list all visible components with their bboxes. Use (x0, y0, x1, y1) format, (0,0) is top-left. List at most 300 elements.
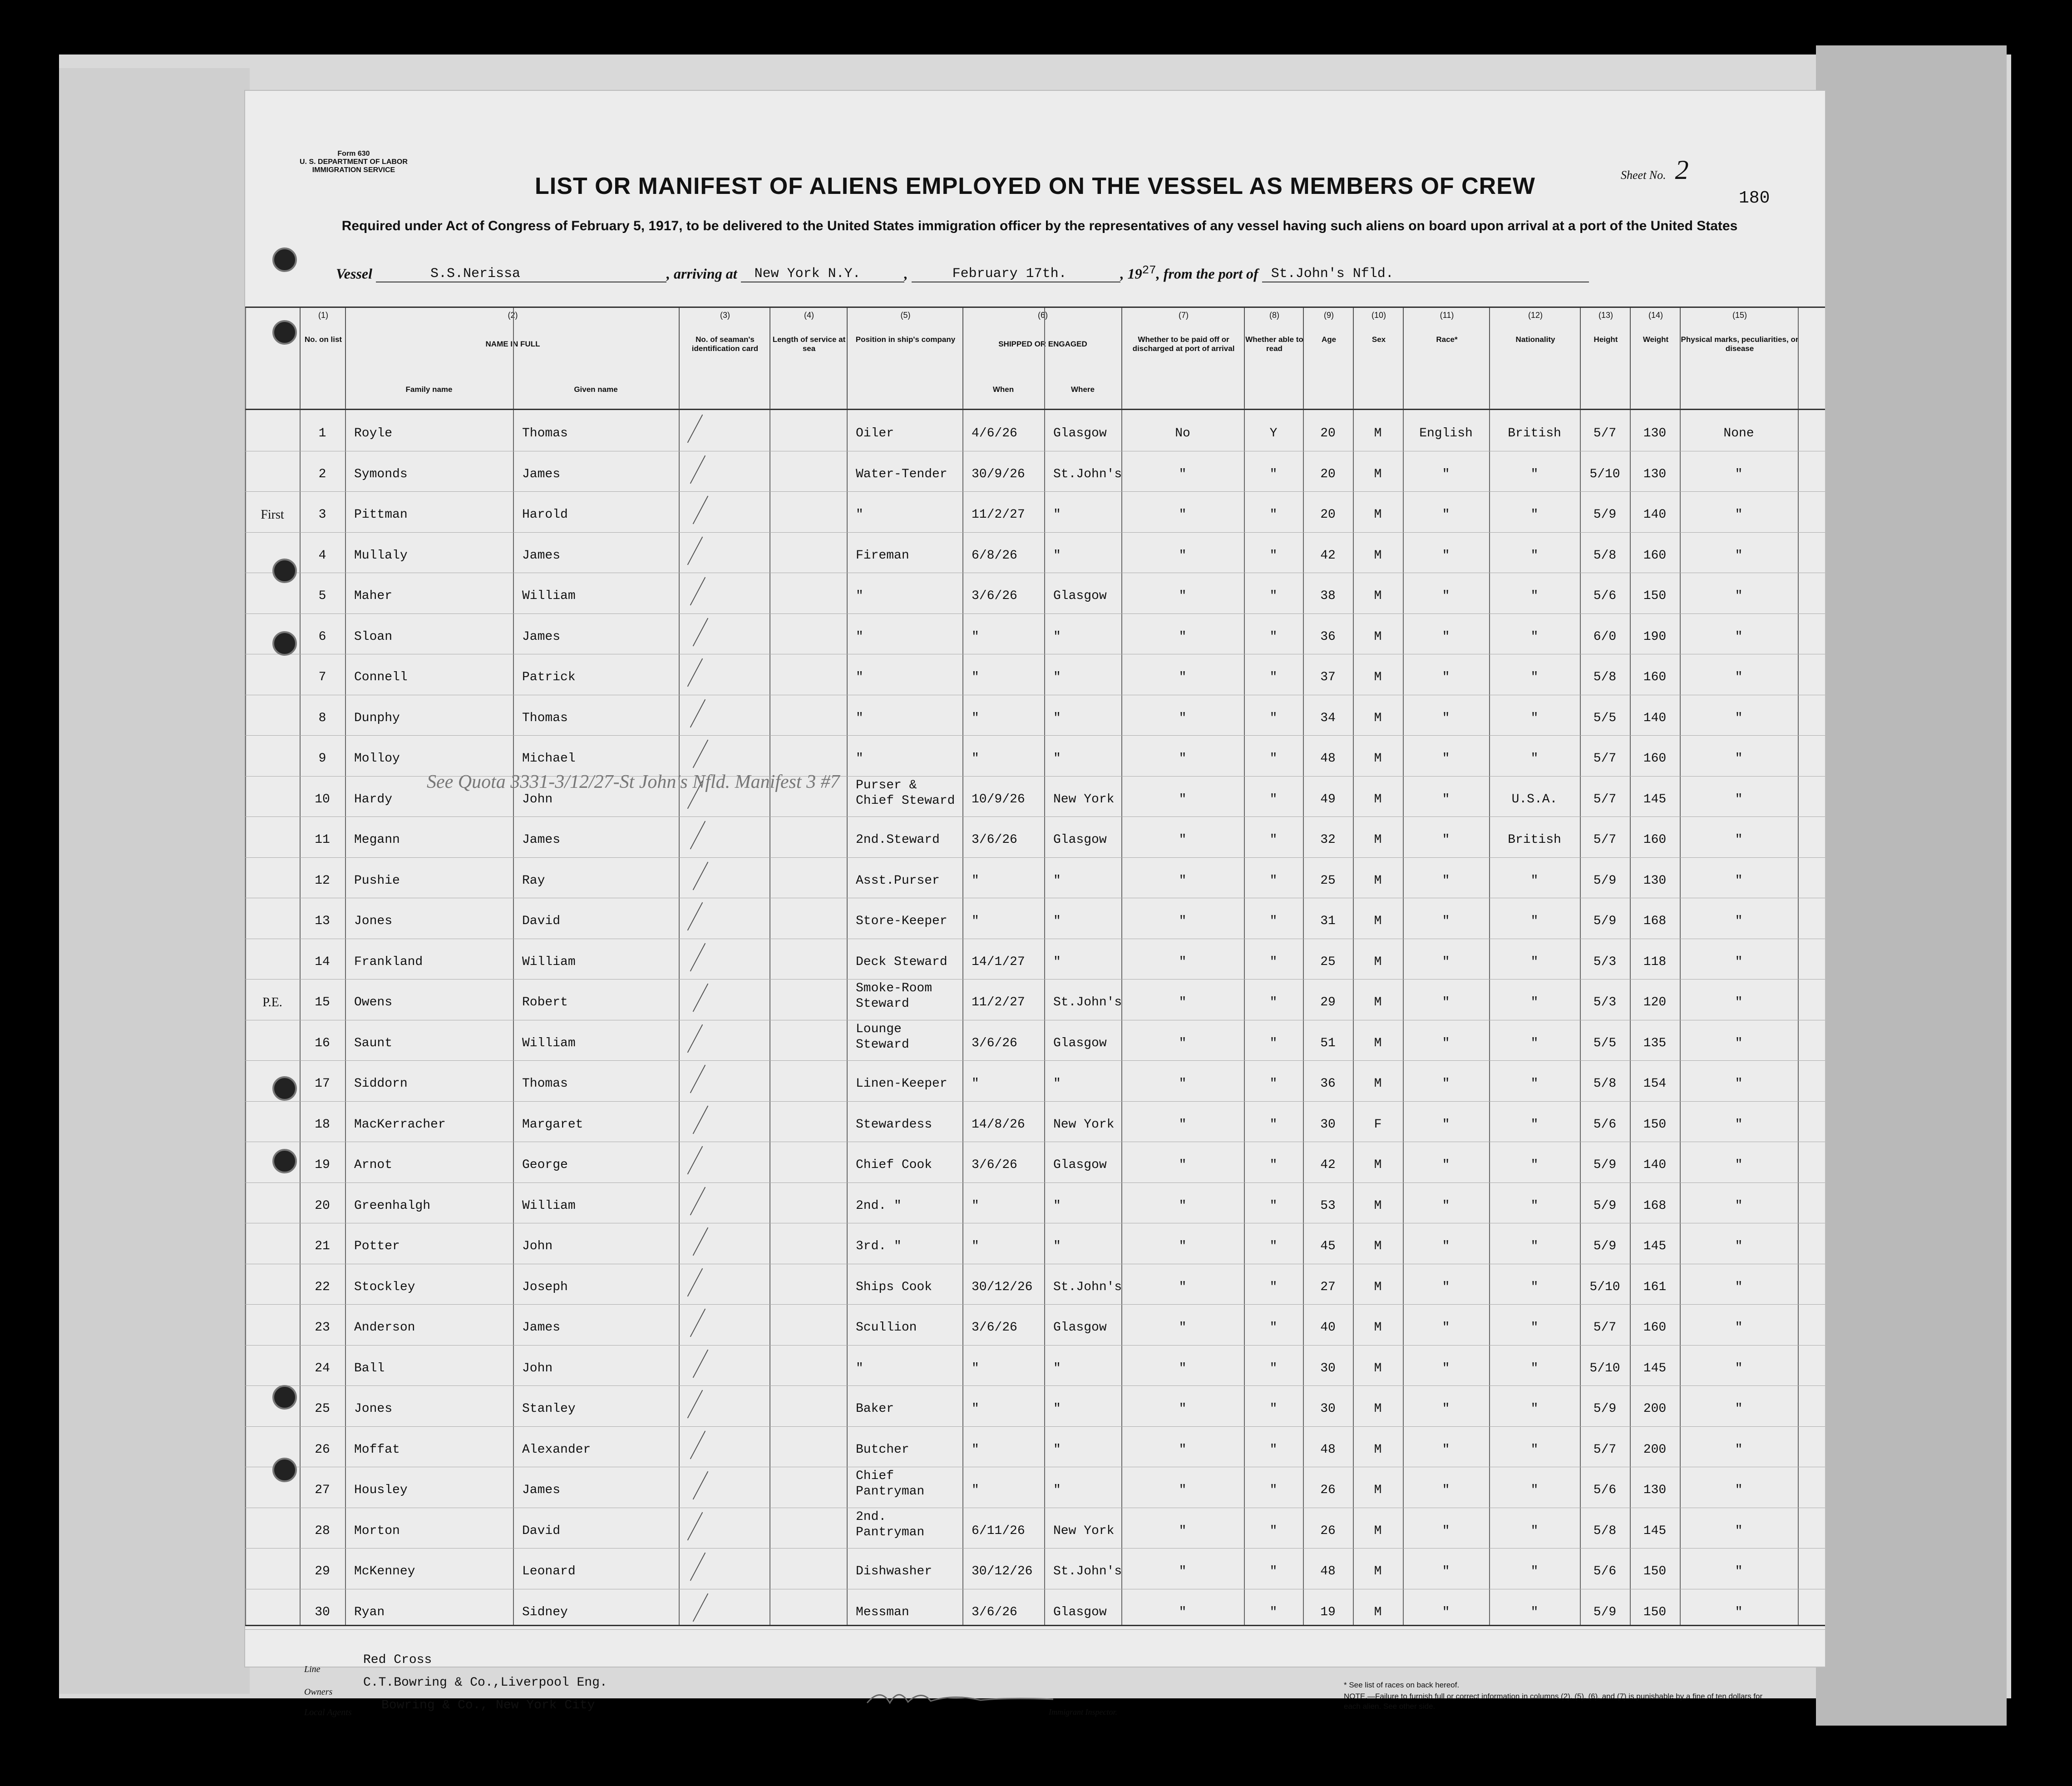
cell-race: " (1442, 629, 1450, 644)
cell-family: Ball (354, 1361, 385, 1375)
cell-race: " (1442, 752, 1450, 766)
table-row (245, 1223, 1825, 1264)
cell-marks: " (1735, 914, 1743, 928)
sheet-value: 2 (1675, 155, 1689, 185)
cell-sex: M (1374, 873, 1382, 888)
cell-paid: " (1179, 1321, 1187, 1335)
cell-no: 1 (318, 426, 326, 440)
cell-height: 5/6 (1593, 1483, 1617, 1497)
cell-age: 27 (1320, 1280, 1336, 1294)
cell-nationality: " (1530, 1483, 1539, 1497)
cell-read: " (1269, 1036, 1278, 1050)
cell-weight: 145 (1643, 1239, 1667, 1253)
cell-no: 3 (318, 508, 326, 522)
cell-when: " (972, 873, 979, 888)
cell-height: 5/9 (1593, 873, 1617, 888)
id-card-check-mark (690, 699, 706, 727)
cell-where: " (1053, 752, 1061, 766)
cell-given: Joseph (522, 1280, 568, 1294)
cell-given: Thomas (522, 426, 568, 440)
table-row (245, 532, 1825, 574)
cell-sex: M (1374, 1036, 1382, 1050)
cell-where: " (1053, 670, 1061, 684)
cell-paid: " (1179, 1361, 1187, 1375)
cell-family: Moffat (354, 1442, 400, 1457)
cell-when: 3/6/26 (972, 589, 1017, 603)
cell-when: 3/6/26 (972, 1605, 1017, 1619)
cell-race: " (1442, 1605, 1450, 1619)
cell-position: Deck Steward (856, 955, 947, 969)
cell-race: " (1442, 873, 1450, 888)
cell-no: 8 (318, 711, 326, 725)
cell-marks: " (1735, 670, 1743, 684)
cell-marks: " (1735, 873, 1743, 888)
cell-age: 19 (1320, 1605, 1336, 1619)
cell-age: 36 (1320, 1077, 1336, 1091)
punch-hole (272, 1385, 297, 1410)
column-header-c13 (1580, 308, 1631, 408)
cell-race: " (1442, 1117, 1450, 1132)
cell-no: 28 (315, 1524, 330, 1538)
column-number: (2) (508, 311, 518, 320)
cell-height: 5/5 (1593, 711, 1617, 725)
cell-read: " (1269, 1321, 1278, 1335)
cell-family: Sloan (354, 629, 393, 644)
table-row (245, 695, 1825, 736)
cell-height: 5/10 (1589, 1280, 1620, 1294)
handwritten-annotation: See Quota 3331-3/12/27-St John's Nfld. Manifest 3 #7 (427, 772, 840, 792)
cell-marks: " (1735, 1036, 1743, 1050)
punch-hole (272, 1076, 297, 1101)
cell-no: 21 (315, 1239, 330, 1253)
cell-given: Sidney (522, 1605, 568, 1619)
cell-marks: " (1735, 629, 1743, 644)
arriving-label: , arriving at (666, 265, 737, 282)
column-title: Race* (1436, 335, 1458, 344)
cell-when: 30/12/26 (972, 1564, 1033, 1578)
cell-no: 26 (315, 1442, 330, 1457)
cell-paid: " (1179, 1402, 1187, 1416)
table-row (245, 857, 1825, 899)
cell-height: 5/10 (1589, 1361, 1620, 1375)
cell-paid: " (1179, 1442, 1187, 1457)
cell-no: 24 (315, 1361, 330, 1375)
table-row (245, 491, 1825, 533)
column-title: Whether to be paid off or discharged at port of arrival (1132, 335, 1235, 353)
cell-no: 10 (315, 792, 330, 806)
owners-value: C.T.Bowring & Co.,Liverpool Eng. (363, 1676, 607, 1690)
cell-read: " (1269, 752, 1278, 766)
table-row (245, 1101, 1825, 1143)
id-card-check-mark (687, 536, 703, 565)
cell-paid: " (1179, 792, 1187, 806)
cell-race: " (1442, 670, 1450, 684)
arrival-port: New York N.Y. (741, 266, 904, 282)
cell-position: Scullion (856, 1321, 917, 1335)
cell-when: 30/12/26 (972, 1280, 1033, 1294)
cell-where: " (1053, 629, 1061, 644)
cell-no: 18 (315, 1117, 330, 1132)
cell-read: " (1269, 1442, 1278, 1457)
column-title: Physical marks, peculiarities, or disease (1681, 335, 1799, 353)
cell-position: Stewardess (856, 1117, 932, 1132)
cell-where: " (1053, 1402, 1061, 1416)
cell-no: 16 (315, 1036, 330, 1050)
cell-given: Stanley (522, 1402, 576, 1416)
cell-sex: M (1374, 1361, 1382, 1375)
arrival-date: February 17th. (912, 266, 1120, 282)
cell-family: Hardy (354, 792, 393, 806)
cell-where: Glasgow (1053, 589, 1107, 603)
crew-table (245, 307, 1825, 1626)
cell-sex: M (1374, 426, 1382, 440)
cell-given: George (522, 1158, 568, 1172)
cell-when: " (972, 752, 979, 766)
cell-family: Siddorn (354, 1077, 408, 1091)
cell-weight: 150 (1643, 1605, 1667, 1619)
cell-position: 2nd. " (856, 1198, 902, 1213)
cell-paid: " (1179, 670, 1187, 684)
cell-height: 5/6 (1593, 1564, 1617, 1578)
cell-family: Ryan (354, 1605, 385, 1619)
agents-label: Local Agents (304, 1707, 352, 1717)
id-card-check-mark (687, 1512, 703, 1540)
sheet-number (1621, 154, 1689, 186)
cell-read: " (1269, 1280, 1278, 1294)
cell-family: Connell (354, 670, 408, 684)
cell-where: Glasgow (1053, 1036, 1107, 1050)
vessel-label: Vessel (336, 265, 372, 282)
cell-read: " (1269, 508, 1278, 522)
cell-race: " (1442, 1564, 1450, 1578)
cell-family: Molloy (354, 752, 400, 766)
cell-position: Water-Tender (856, 467, 947, 481)
cell-position: " (856, 711, 863, 725)
cell-position: 2nd. Pantryman (856, 1509, 925, 1539)
cell-race: " (1442, 1442, 1450, 1457)
cell-weight: 200 (1643, 1402, 1667, 1416)
cell-weight: 150 (1643, 1564, 1667, 1578)
cell-when: 6/11/26 (972, 1524, 1025, 1538)
cell-height: 5/7 (1593, 752, 1617, 766)
cell-sex: M (1374, 1239, 1382, 1253)
table-row (245, 1508, 1825, 1549)
cell-given: William (522, 1198, 576, 1213)
cell-weight: 145 (1643, 1524, 1667, 1538)
cell-weight: 160 (1643, 670, 1667, 684)
cell-age: 37 (1320, 670, 1336, 684)
inspector-label: Immigrant Inspector. (1049, 1707, 1117, 1717)
right-paper-edge (1816, 45, 2007, 1726)
cell-age: 48 (1320, 752, 1336, 766)
owners-label: Owners (304, 1687, 333, 1697)
from-port-label: , from the port of (1156, 265, 1258, 282)
cell-read: " (1269, 467, 1278, 481)
cell-where: New York (1053, 1117, 1115, 1132)
vessel-name: S.S.Nerissa (376, 266, 666, 282)
cell-when: " (972, 629, 979, 644)
cell-marks: " (1735, 548, 1743, 563)
cell-position: " (856, 589, 863, 603)
cell-when: 3/6/26 (972, 833, 1017, 847)
cell-given: John (522, 1361, 553, 1375)
column-number: (15) (1732, 311, 1747, 320)
cell-sex: M (1374, 1077, 1382, 1091)
cell-age: 26 (1320, 1524, 1336, 1538)
column-header-c8 (1244, 308, 1304, 408)
page-stamp: 180 (1739, 188, 1770, 208)
id-card-check-mark (690, 1309, 706, 1337)
punch-hole (272, 1149, 297, 1173)
cell-marks: " (1735, 1483, 1743, 1497)
cell-age: 38 (1320, 589, 1336, 603)
column-subheader: When (992, 385, 1014, 394)
cell-height: 5/3 (1593, 955, 1617, 969)
table-row (245, 1426, 1825, 1468)
cell-family: Frankland (354, 955, 423, 969)
cell-no: 30 (315, 1605, 330, 1619)
column-number: (4) (804, 311, 814, 320)
cell-nationality: " (1530, 1280, 1539, 1294)
id-card-check-mark (693, 1349, 709, 1378)
column-header-c12 (1489, 308, 1581, 408)
table-row (245, 1385, 1825, 1427)
cell-position: Ships Cook (856, 1280, 932, 1294)
cell-read: " (1269, 1564, 1278, 1578)
cell-nationality: " (1530, 508, 1539, 522)
penalty-note: NOTE.—Failure to furnish full or correct information in columns (2), (5), (6), and (7) is punishable by a fine of ten dollars for each alien. See other side. (1344, 1692, 1763, 1711)
cell-when: 11/2/27 (972, 508, 1025, 522)
table-row (245, 816, 1825, 858)
cell-race: " (1442, 995, 1450, 1009)
table-row (245, 1142, 1825, 1183)
cell-sex: M (1374, 711, 1382, 725)
cell-sex: M (1374, 1605, 1382, 1619)
cell-age: 48 (1320, 1564, 1336, 1578)
cell-when: " (972, 1402, 979, 1416)
cell-marks: " (1735, 1442, 1743, 1457)
cell-given: Patrick (522, 670, 576, 684)
cell-age: 26 (1320, 1483, 1336, 1497)
column-number: (11) (1440, 311, 1454, 320)
cell-height: 5/9 (1593, 914, 1617, 928)
cell-family: Arnot (354, 1158, 393, 1172)
cell-given: William (522, 955, 576, 969)
column-number: (10) (1371, 311, 1386, 320)
id-card-check-mark (693, 496, 709, 524)
cell-sex: M (1374, 1524, 1382, 1538)
cell-when: 11/2/27 (972, 995, 1025, 1009)
cell-where: " (1053, 508, 1061, 522)
cell-nationality: " (1530, 629, 1539, 644)
cell-weight: 161 (1643, 1280, 1667, 1294)
cell-sex: F (1374, 1117, 1382, 1132)
cell-paid: " (1179, 1198, 1187, 1213)
punch-hole (272, 320, 297, 345)
cell-mark: P.E. (262, 995, 282, 1009)
table-row (245, 573, 1825, 614)
cell-no: 22 (315, 1280, 330, 1294)
cell-where: " (1053, 1077, 1061, 1091)
cell-race: " (1442, 1158, 1450, 1172)
cell-age: 36 (1320, 629, 1336, 644)
department: U. S. DEPARTMENT OF LABOR (300, 158, 408, 166)
cell-sex: M (1374, 995, 1382, 1009)
cell-nationality: " (1530, 711, 1539, 725)
cell-family: Jones (354, 914, 393, 928)
cell-where: " (1053, 955, 1061, 969)
cell-sex: M (1374, 629, 1382, 644)
column-number: (8) (1269, 311, 1279, 320)
cell-height: 5/3 (1593, 995, 1617, 1009)
cell-weight: 190 (1643, 629, 1667, 644)
column-number: (9) (1324, 311, 1334, 320)
cell-nationality: " (1530, 548, 1539, 563)
cell-height: 5/10 (1589, 467, 1620, 481)
cell-sex: M (1374, 1442, 1382, 1457)
cell-height: 5/9 (1593, 1198, 1617, 1213)
cell-read: " (1269, 1524, 1278, 1538)
cell-nationality: " (1530, 670, 1539, 684)
table-row (245, 1264, 1825, 1305)
cell-weight: 140 (1643, 1158, 1667, 1172)
cell-nationality: " (1530, 955, 1539, 969)
cell-nationality: " (1530, 1442, 1539, 1457)
cell-age: 40 (1320, 1321, 1336, 1335)
cell-read: " (1269, 1483, 1278, 1497)
cell-given: William (522, 589, 576, 603)
cell-nationality: British (1508, 426, 1561, 440)
cell-marks: " (1735, 589, 1743, 603)
id-card-check-mark (693, 984, 709, 1012)
id-card-check-mark (693, 861, 709, 890)
cell-no: 29 (315, 1564, 330, 1578)
table-row (245, 939, 1825, 980)
cell-paid: " (1179, 629, 1187, 644)
cell-when: 14/8/26 (972, 1117, 1025, 1132)
cell-when: " (972, 1442, 979, 1457)
line-label: Line (304, 1664, 321, 1674)
cell-race: " (1442, 833, 1450, 847)
punch-hole (272, 1458, 297, 1482)
cell-paid: " (1179, 873, 1187, 888)
cell-nationality: " (1530, 752, 1539, 766)
cell-position: " (856, 1361, 863, 1375)
cell-height: 5/8 (1593, 548, 1617, 563)
cell-sex: M (1374, 1483, 1382, 1497)
cell-height: 5/7 (1593, 1321, 1617, 1335)
cell-height: 5/7 (1593, 1442, 1617, 1457)
cell-weight: 135 (1643, 1036, 1667, 1050)
table-row (245, 1304, 1825, 1346)
cell-read: Y (1269, 426, 1278, 440)
cell-where: Glasgow (1053, 833, 1107, 847)
cell-read: " (1269, 914, 1278, 928)
cell-position: Butcher (856, 1442, 909, 1457)
cell-sex: M (1374, 467, 1382, 481)
cell-sex: M (1374, 752, 1382, 766)
cell-marks: " (1735, 1158, 1743, 1172)
cell-age: 20 (1320, 467, 1336, 481)
cell-paid: " (1179, 508, 1187, 522)
column-header-c4 (770, 308, 848, 408)
cell-sex: M (1374, 670, 1382, 684)
cell-paid: No (1175, 426, 1190, 440)
cell-height: 5/7 (1593, 792, 1617, 806)
cell-family: Housley (354, 1483, 408, 1497)
cell-position: Chief Cook (856, 1158, 932, 1172)
cell-given: Ray (522, 873, 545, 888)
id-card-check-mark (687, 1146, 703, 1175)
id-card-check-mark (687, 1390, 703, 1419)
cell-height: 6/0 (1593, 629, 1617, 644)
cell-family: Greenhalgh (354, 1198, 431, 1213)
cell-race: " (1442, 1483, 1450, 1497)
cell-where: " (1053, 1198, 1061, 1213)
cell-where: " (1053, 914, 1061, 928)
cell-no: 7 (318, 670, 326, 684)
cell-weight: 150 (1643, 589, 1667, 603)
cell-nationality: " (1530, 1036, 1539, 1050)
cell-where: St.John's (1053, 995, 1122, 1009)
column-header-c11 (1403, 308, 1490, 408)
cell-height: 5/9 (1593, 508, 1617, 522)
cell-age: 29 (1320, 995, 1336, 1009)
sheet-label: Sheet No. (1621, 168, 1666, 182)
cell-sex: M (1374, 1158, 1382, 1172)
cell-race: " (1442, 955, 1450, 969)
cell-nationality: " (1530, 467, 1539, 481)
id-card-check-mark (693, 1471, 709, 1500)
cell-family: Pittman (354, 508, 408, 522)
cell-position: Smoke-Room Steward (856, 981, 932, 1011)
cell-weight: 130 (1643, 873, 1667, 888)
cell-sex: M (1374, 589, 1382, 603)
cell-where: New York (1053, 792, 1115, 806)
cell-race: " (1442, 467, 1450, 481)
column-title: No. on list (304, 335, 342, 344)
cell-position: Fireman (856, 548, 909, 563)
cell-where: " (1053, 1239, 1061, 1253)
cell-nationality: U.S.A. (1511, 792, 1558, 806)
cell-race: " (1442, 1402, 1450, 1416)
cell-nationality: " (1530, 995, 1539, 1009)
cell-given: David (522, 914, 561, 928)
cell-where: New York (1053, 1524, 1115, 1538)
cell-no: 14 (315, 955, 330, 969)
id-card-check-mark (690, 1187, 706, 1215)
cell-age: 25 (1320, 955, 1336, 969)
cell-position: " (856, 508, 863, 522)
table-row (245, 1060, 1825, 1102)
column-subheader: Family name (405, 385, 453, 394)
cell-height: 5/6 (1593, 1117, 1617, 1132)
id-card-check-mark (693, 1227, 709, 1256)
cell-position: Chief Pantryman (856, 1469, 925, 1499)
cell-age: 25 (1320, 873, 1336, 888)
cell-no: 12 (315, 873, 330, 888)
column-header-c1 (300, 308, 346, 408)
cell-weight: 150 (1643, 1117, 1667, 1132)
cell-read: " (1269, 711, 1278, 725)
id-card-check-mark (690, 1430, 706, 1459)
table-row (245, 654, 1825, 695)
cell-paid: " (1179, 752, 1187, 766)
cell-when: " (972, 711, 979, 725)
vessel-line: Vessel S.S.Nerissa , arriving at New York N.Y. , February 17th. , $19^{27}$, from the port of St.John's Nfld. (336, 263, 1589, 282)
cell-age: 42 (1320, 1158, 1336, 1172)
cell-position: Lounge Steward (856, 1022, 909, 1052)
